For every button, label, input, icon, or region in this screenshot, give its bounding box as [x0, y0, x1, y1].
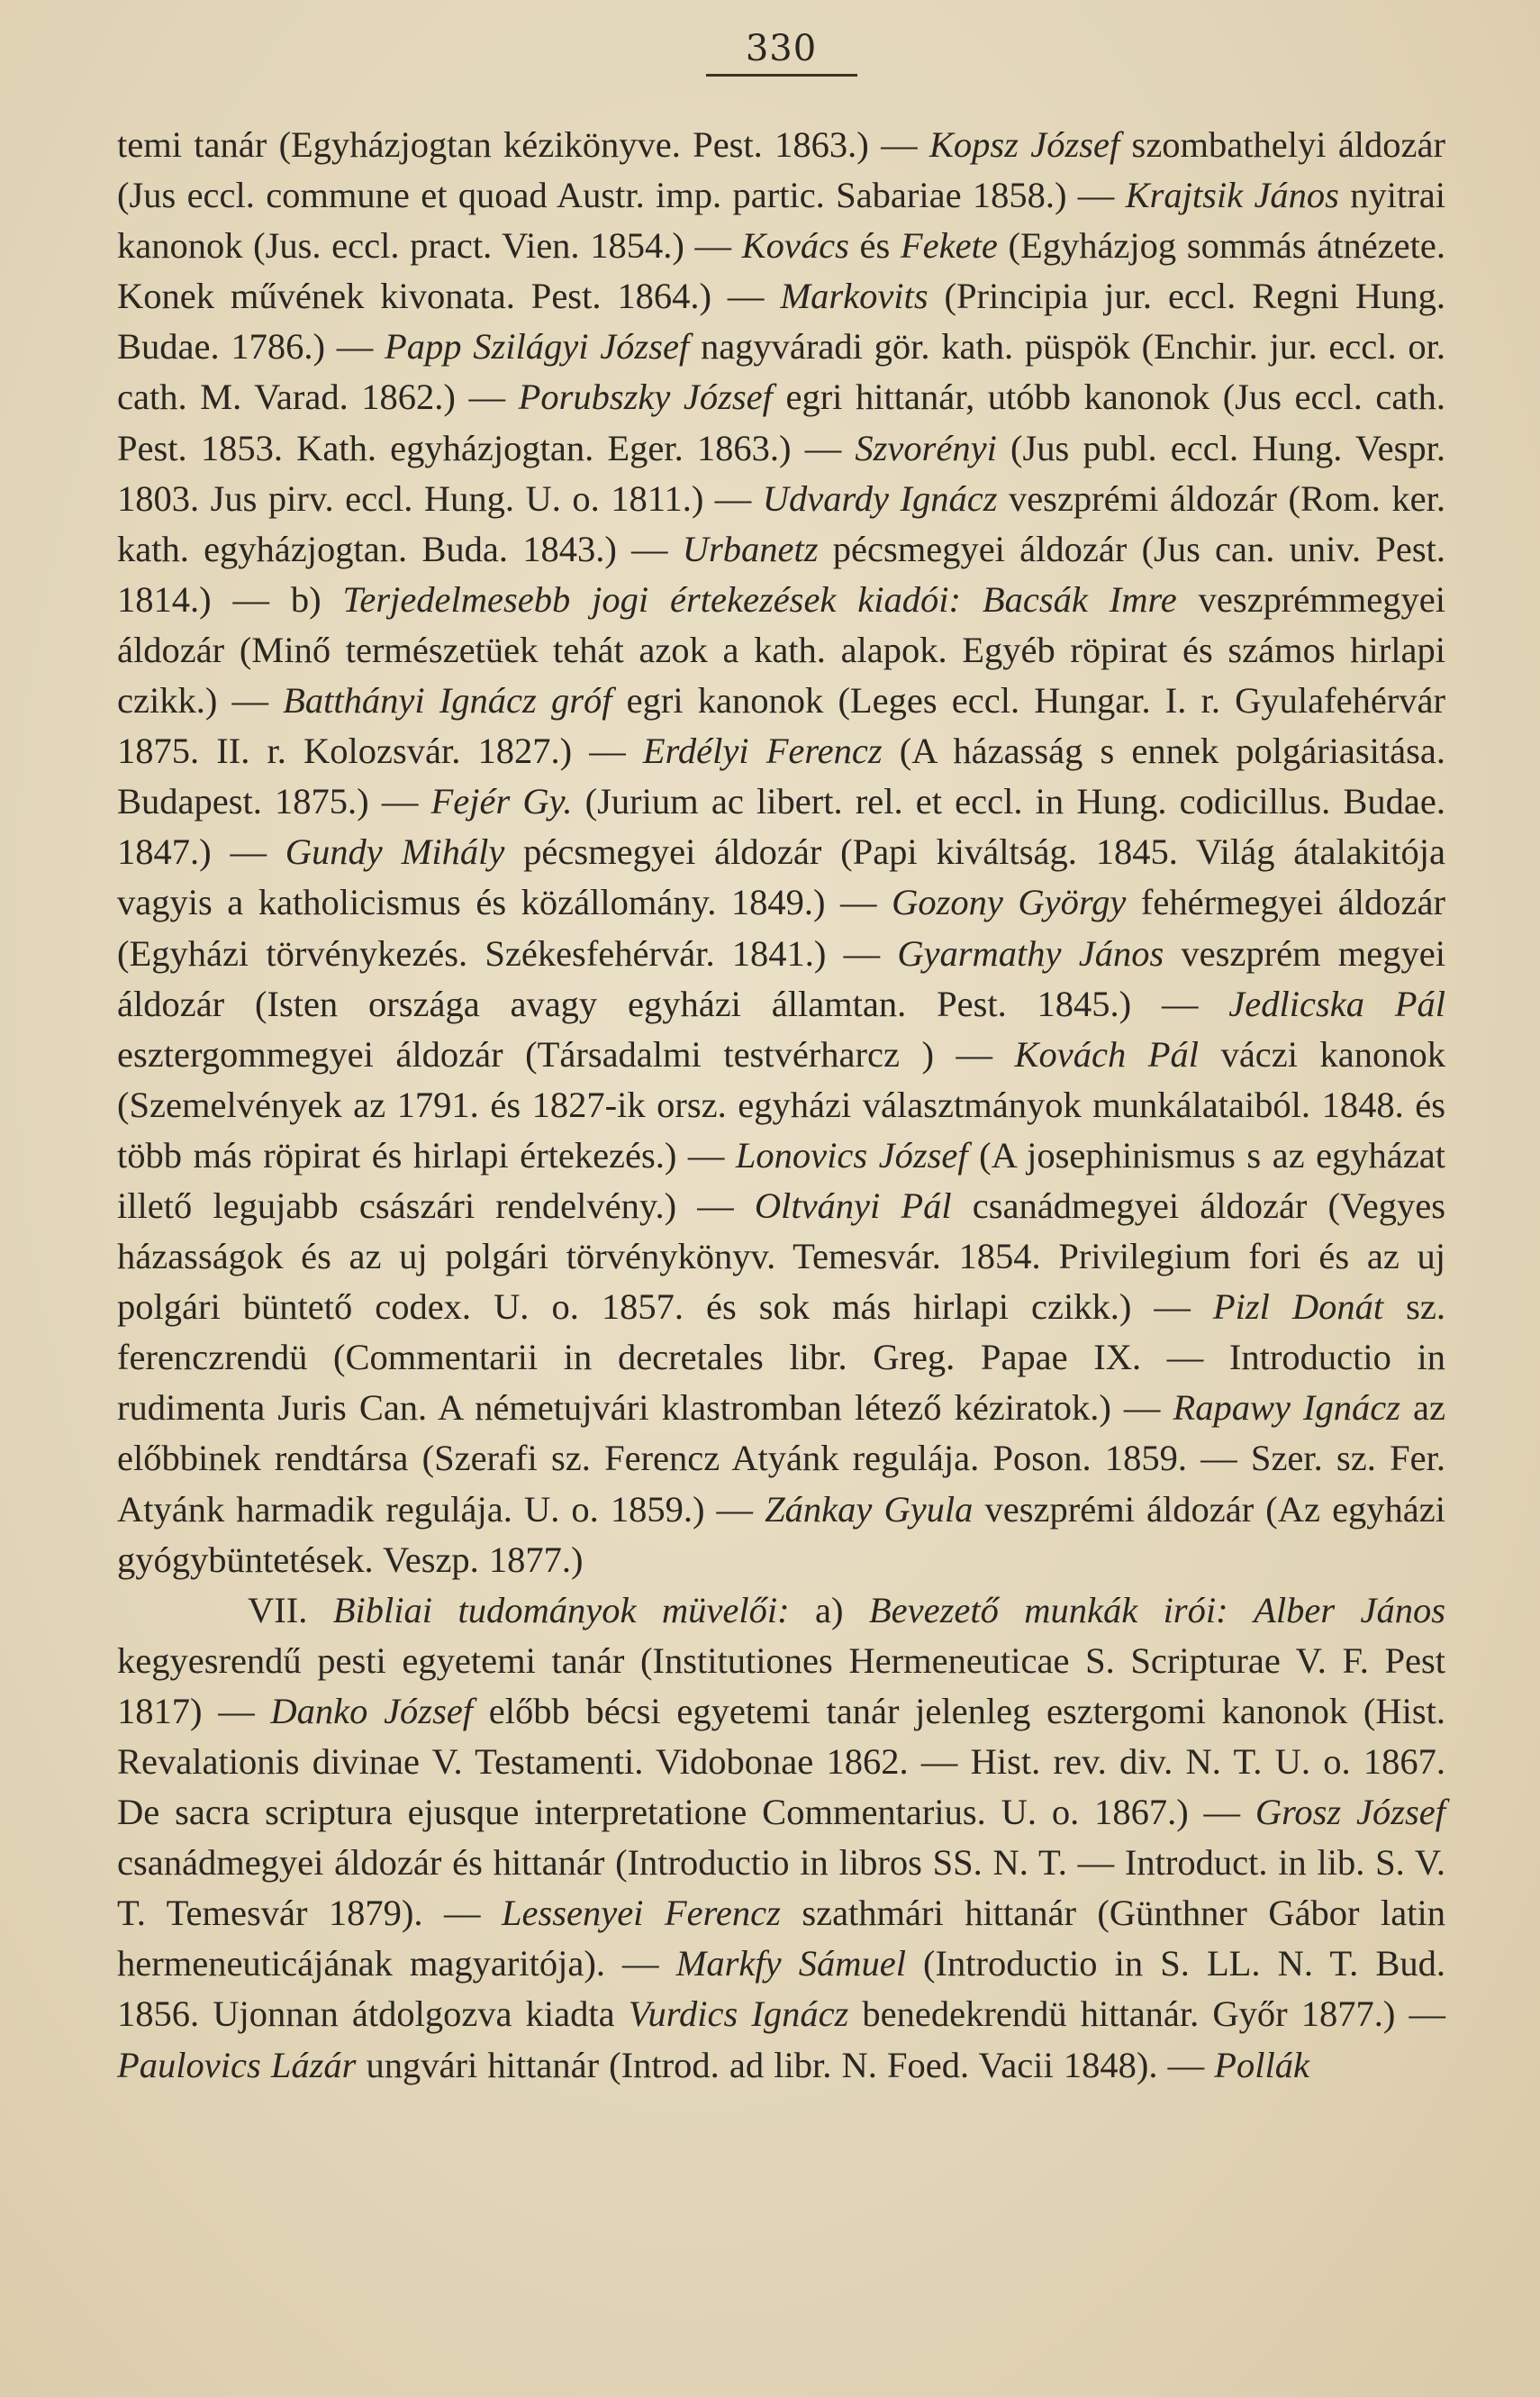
italic-name: Markfy Sámuel [675, 1943, 906, 1984]
text-run: temi tanár (Egyházjogtan kézikönyve. Pest. 1863.) — [117, 124, 929, 165]
italic-name: Oltványi Pál [754, 1185, 952, 1226]
text-run: nagyváradi gör. kath. püspök (Enchir. jur. eccl. or. cath. M. Varad. 1862.) — [117, 326, 1445, 418]
italic-name: Udvardy Ignácz [762, 477, 998, 519]
body-text [117, 120, 1445, 2091]
italic-name: Grosz József [1255, 1792, 1445, 1833]
text-run: pécsmegyei áldozár (Papi kiváltság. 1845. Világ átalakitója vagyis a katholicismus és közállomány. 1849.) — [117, 831, 1445, 923]
italic-name: Fejér Gy. [430, 781, 573, 822]
italic-name: Erdélyi Ferencz [642, 731, 883, 772]
text-run: és [848, 225, 901, 267]
italic-name: Batthányi Ignácz gróf [283, 680, 612, 722]
text-run: sz. ferenczrendü (Commentarii in decretales libr. Greg. Papae IX. — Introductio in rudimenta Juris Can. A németujvári klastromban létező kéziratok.) — [117, 1286, 1446, 1429]
text-run: pécsmegyei áldozár (Jus can. univ. Pest. 1814.) — b) [117, 528, 1445, 620]
text-run: az előbbinek rendtársa (Szerafi sz. Ferencz Atyánk regulája. Poson. 1859. — Szer. sz. Fer. Atyánk harmadik regulája. U. o. 1859.) — [117, 1387, 1445, 1530]
italic-name: Bibliai tudományok müvelői: [332, 1589, 790, 1630]
italic-name: Rapawy Ignácz [1173, 1387, 1400, 1429]
text-run: veszprémi áldozár (Rom. ker. kath. egyházjogtan. Buda. 1843.) — [117, 477, 1445, 569]
text-run [1228, 1590, 1254, 1630]
italic-name: Vurdics Ignácz [628, 1993, 849, 2035]
text-run: (Introductio in S. LL. N. T. Bud. 1856. Ujonnan átdolgozva kiadta [117, 1943, 1445, 2035]
text-run: veszprémi áldozár (Az egyházi gyógybüntetések. Veszp. 1877.) [117, 1488, 1445, 1580]
text-run: (Egyházjog sommás átnézete. Konek művének kivonata. Pest. 1864.) — [117, 225, 1445, 317]
italic-name: Jedlicska Pál [1228, 983, 1445, 1024]
italic-name: Bevezető munkák irói: [868, 1589, 1228, 1630]
text-run: szathmári hittanár (Günthner Gábor latin hermeneuticájának magyaritója). — [117, 1893, 1446, 1984]
text-run: veszprém megyei áldozár (Isten országa avagy egyházi államtan. Pest. 1845.) — [117, 932, 1446, 1024]
italic-name: Pollák [1214, 2044, 1309, 2085]
text-run: szombathelyi áldozár (Jus eccl. commune et quoad Austr. imp. partic. Sabariae 1858.) — [117, 124, 1445, 216]
italic-name: Fekete [900, 225, 998, 267]
italic-name: Paulovics Lázár [117, 2044, 357, 2085]
text-run: kegyesrendű pesti egyetemi tanár (Institutiones Hermeneuticae S. Scripturae V. F. Pest 1817) — [117, 1639, 1445, 1731]
text-run: váczi kanonok (Szemelvények az 1791. és 1827-ik orsz. egyházi választmányok munkálataiból. 1848. és több más röpirat és hirlapi értekezés.) — [117, 1033, 1445, 1176]
text-run: (Jurium ac libert. rel. et eccl. in Hung. codicillus. Budae. 1847.) — [117, 781, 1445, 873]
italic-name: Szvorényi [855, 427, 997, 468]
text-run: a) [789, 1589, 869, 1630]
text-run: csanádmegyei áldozár (Vegyes házasságok és az uj polgári törvénykönyv. Temesvár. 1854. Privilegium fori és az uj polgári büntető codex. U. o. 1857. és sok más hirlapi czikk.) — [117, 1185, 1445, 1328]
text-run: esztergommegyei áldozár (Társadalmi testvérharcz ) — [117, 1033, 1015, 1075]
text-run: fehérmegyei áldozár (Egyházi törvénykezés. Székesfehérvár. 1841.) — [117, 882, 1445, 974]
text-run: egri hittanár, utóbb kanonok (Jus eccl. cath. Pest. 1853. Kath. egyházjogtan. Eger. 1863.) — [117, 377, 1446, 468]
italic-name: Gundy Mihály [285, 831, 505, 873]
text-run: nyitrai kanonok (Jus. eccl. pract. Vien. 1854.) — [117, 175, 1445, 267]
text-run: (A josephinismus s az egyházat illető legujabb császári rendelvény.) — [117, 1134, 1445, 1226]
italic-name: Lessenyei Ferencz [501, 1893, 781, 1934]
italic-name: Kovács [741, 225, 849, 267]
italic-name: Urbanetz [682, 528, 819, 569]
text-run: előbb bécsi egyetemi tanár jelenleg esztergomi kanonok (Hist. Revalationis divinae V. Testamenti. Vidobonae 1862. — Hist. rev. div. N. T. U. o. 1867. De sacra scriptura ejusque interpretatione Commentarius. U. o. 1867.) — [117, 1690, 1445, 1833]
text-run: (A házasság s ennek polgáriasitása. Budapest. 1875.) — [117, 731, 1445, 822]
text-run: (Principia jur. eccl. Regni Hung. Budae. 1786.) — [117, 276, 1445, 368]
text-run: veszprémmegyei áldozár (Minő természetüek tehát azok a kath. alapok. Egyéb röpirat és számos hirlapi czikk.) — [117, 578, 1445, 722]
page [117, 27, 1445, 2091]
italic-name: Bacsák Imre [982, 578, 1177, 620]
italic-name: Zánkay Gyula [765, 1488, 974, 1530]
italic-name: Gozony György [892, 882, 1127, 923]
italic-name: Lonovics József [735, 1134, 968, 1176]
text-run: (Jus publ. eccl. Hung. Vespr. 1803. Jus pirv. eccl. Hung. U. o. 1811.) — [117, 427, 1445, 519]
italic-name: Papp Szilágyi József [384, 326, 690, 368]
text-run [961, 579, 983, 620]
italic-name: Kovách Pál [1014, 1033, 1200, 1075]
page-number: 330 [745, 28, 818, 69]
italic-name: Porubszky József [518, 377, 773, 418]
italic-name: Danko József [270, 1690, 474, 1731]
italic-name: Markovits [780, 276, 929, 317]
header-rule [706, 74, 857, 77]
text-run: VII. [248, 1589, 333, 1630]
italic-name: Alber János [1254, 1589, 1446, 1630]
italic-name: Pizl Donát [1212, 1286, 1384, 1328]
text-run: egri kanonok (Leges eccl. Hungar. I. r. Gyulafehérvár 1875. II. r. Kolozsvár. 1827.) — [117, 680, 1445, 772]
text-run: ungvári hittanár (Introd. ad libr. N. Foed. Vacii 1848). — [356, 2044, 1215, 2085]
italic-name: Terjedelmesebb jogi értekezések kiadói: [342, 578, 962, 620]
italic-name: Gyarmathy János [897, 932, 1164, 974]
italic-name: Kopsz József [929, 124, 1120, 165]
italic-name: Krajtsik János [1125, 175, 1339, 216]
text-run: benedekrendü hittanár. Győr 1877.) — [848, 1993, 1445, 2035]
text-run: csanádmegyei áldozár és hittanár (Introductio in libros SS. N. T. — Introduct. in lib. S. V. T. Temesvár 1879). — [117, 1842, 1445, 1934]
